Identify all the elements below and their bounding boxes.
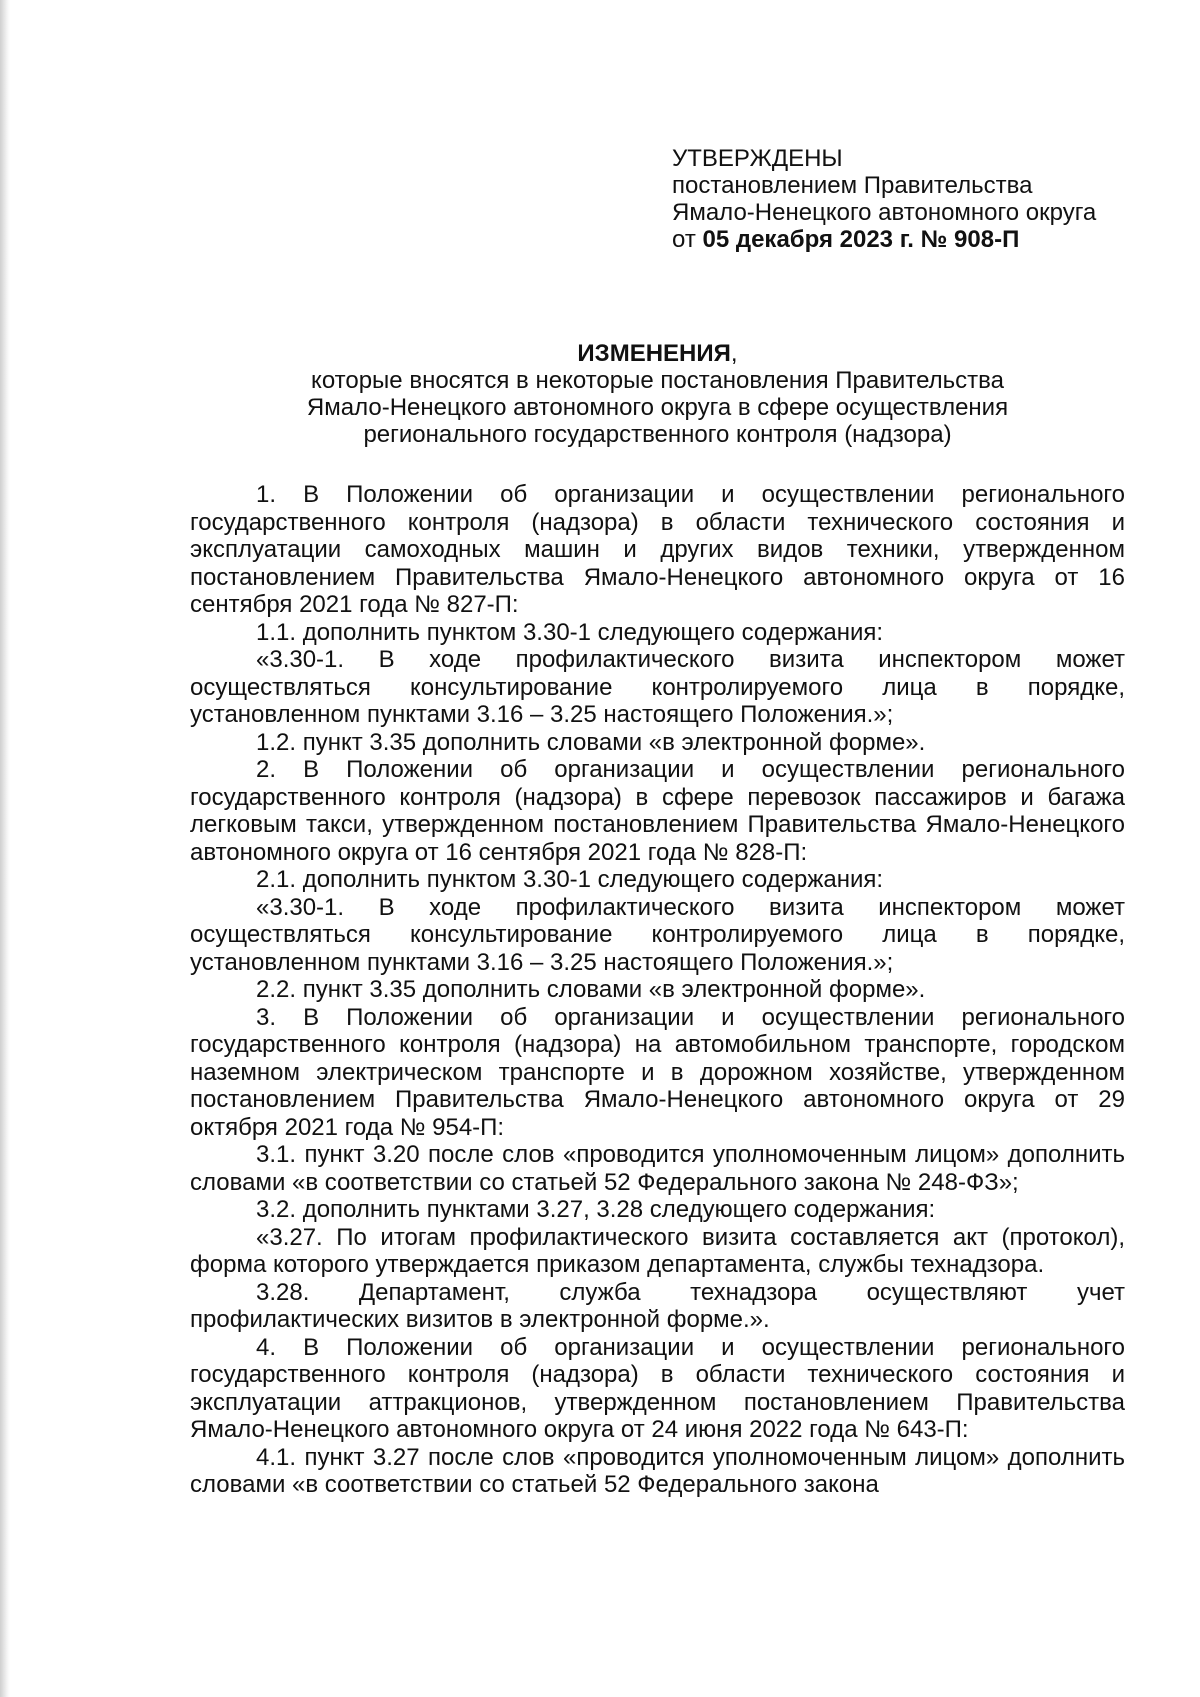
approval-date-prefix: от — [672, 226, 696, 253]
paragraph: 3.2. дополнить пунктами 3.27, 3.28 следующего содержания: — [256, 1196, 936, 1223]
paragraph: 1. В Положении об организации и осуществлении регионального государственного контроля (надзора) в области технического состояния и эксплуатации самоходных машин и других видов техники, утвержденном постановлением Правительства Ямало-Ненецкого автономного округа от 16 сентября 2021 года № 827-П: — [190, 481, 1125, 618]
document-title-comma: , — [730, 340, 738, 367]
document-subtitle-line-3: регионального государственного контроля (надзора) — [363, 421, 952, 448]
approval-date-value: 05 декабря 2023 г. № 908-П — [702, 226, 1020, 253]
paragraph: «3.30-1. В ходе профилактического визита инспектором может осуществляться консультирование контролируемого лица в порядке, установленном пунктами 3.16 – 3.25 настоящего Положения.»; — [190, 893, 1125, 976]
approval-stamp-block — [672, 145, 1142, 253]
paragraph: 3.1. пункт 3.20 после слов «проводится уполномоченным лицом» дополнить словами «в соответствии со статьей 52 Федерального закона № 248-ФЗ»; — [190, 1141, 1125, 1196]
paragraph: 4.1. пункт 3.27 после слов «проводится уполномоченным лицом» дополнить словами «в соответствии со статьей 52 Федерального закона — [190, 1443, 1125, 1498]
approval-date-line — [672, 226, 1142, 253]
document-title-block — [190, 340, 1125, 448]
paragraph: 2. В Положении об организации и осуществлении регионального государственного контроля (надзора) в сфере перевозок пассажиров и багажа легковым такси, утвержденном постановлением Правительства Ямало-Ненецкого автономного округа от 16 сентября 2021 года № 828-П: — [190, 756, 1125, 866]
paragraph: 1.1. дополнить пунктом 3.30-1 следующего содержания: — [256, 618, 884, 646]
paragraph: 3. В Положении об организации и осуществлении регионального государственного контроля (надзора) на автомобильном транспорте, городском наземном электрическом транспорте и в дорожном хозяйстве, утвержденном постановлением Правительства Ямало-Ненецкого автономного округа от 29 октября 2021 года № 954-П: — [190, 1003, 1125, 1141]
document-subtitle-line-1: которые вносятся в некоторые постановления Правительства — [311, 367, 1004, 394]
approval-line-2: Ямало-Ненецкого автономного округа — [672, 199, 1097, 226]
document-body — [190, 481, 1125, 1499]
paragraph: 2.1. дополнить пунктом 3.30-1 следующего содержания: — [256, 866, 884, 893]
document-title-text: ИЗМЕНЕНИЯ — [577, 340, 731, 367]
approval-line-1: постановлением Правительства — [672, 172, 1033, 199]
page-edge-shadow — [0, 0, 10, 1697]
document-title — [190, 340, 1125, 367]
approval-heading: УТВЕРЖДЕНЫ — [672, 145, 843, 172]
paragraph: 3.28. Департамент, служба технадзора осуществляют учет профилактических визитов в электронной форме.». — [190, 1278, 1125, 1333]
paragraph: «3.27. По итогам профилактического визита составляется акт (протокол), форма которого утверждается приказом департамента, службы технадзора. — [190, 1223, 1125, 1278]
paragraph: 4. В Положении об организации и осуществлении регионального государственного контроля (надзора) в области технического состояния и эксплуатации аттракционов, утвержденном постановлением Правительства Ямало-Ненецкого автономного округа от 24 июня 2022 года № 643-П: — [190, 1333, 1125, 1443]
paragraph: 2.2. пункт 3.35 дополнить словами «в электронной форме». — [256, 976, 926, 1003]
paragraph: 1.2. пункт 3.35 дополнить словами «в электронной форме». — [256, 728, 926, 756]
paragraph: «3.30-1. В ходе профилактического визита инспектором может осуществляться консультирование контролируемого лица в порядке, установленном пунктами 3.16 – 3.25 настоящего Положения.»; — [190, 646, 1125, 728]
document-subtitle-line-2: Ямало-Ненецкого автономного округа в сфере осуществления — [306, 394, 1009, 421]
